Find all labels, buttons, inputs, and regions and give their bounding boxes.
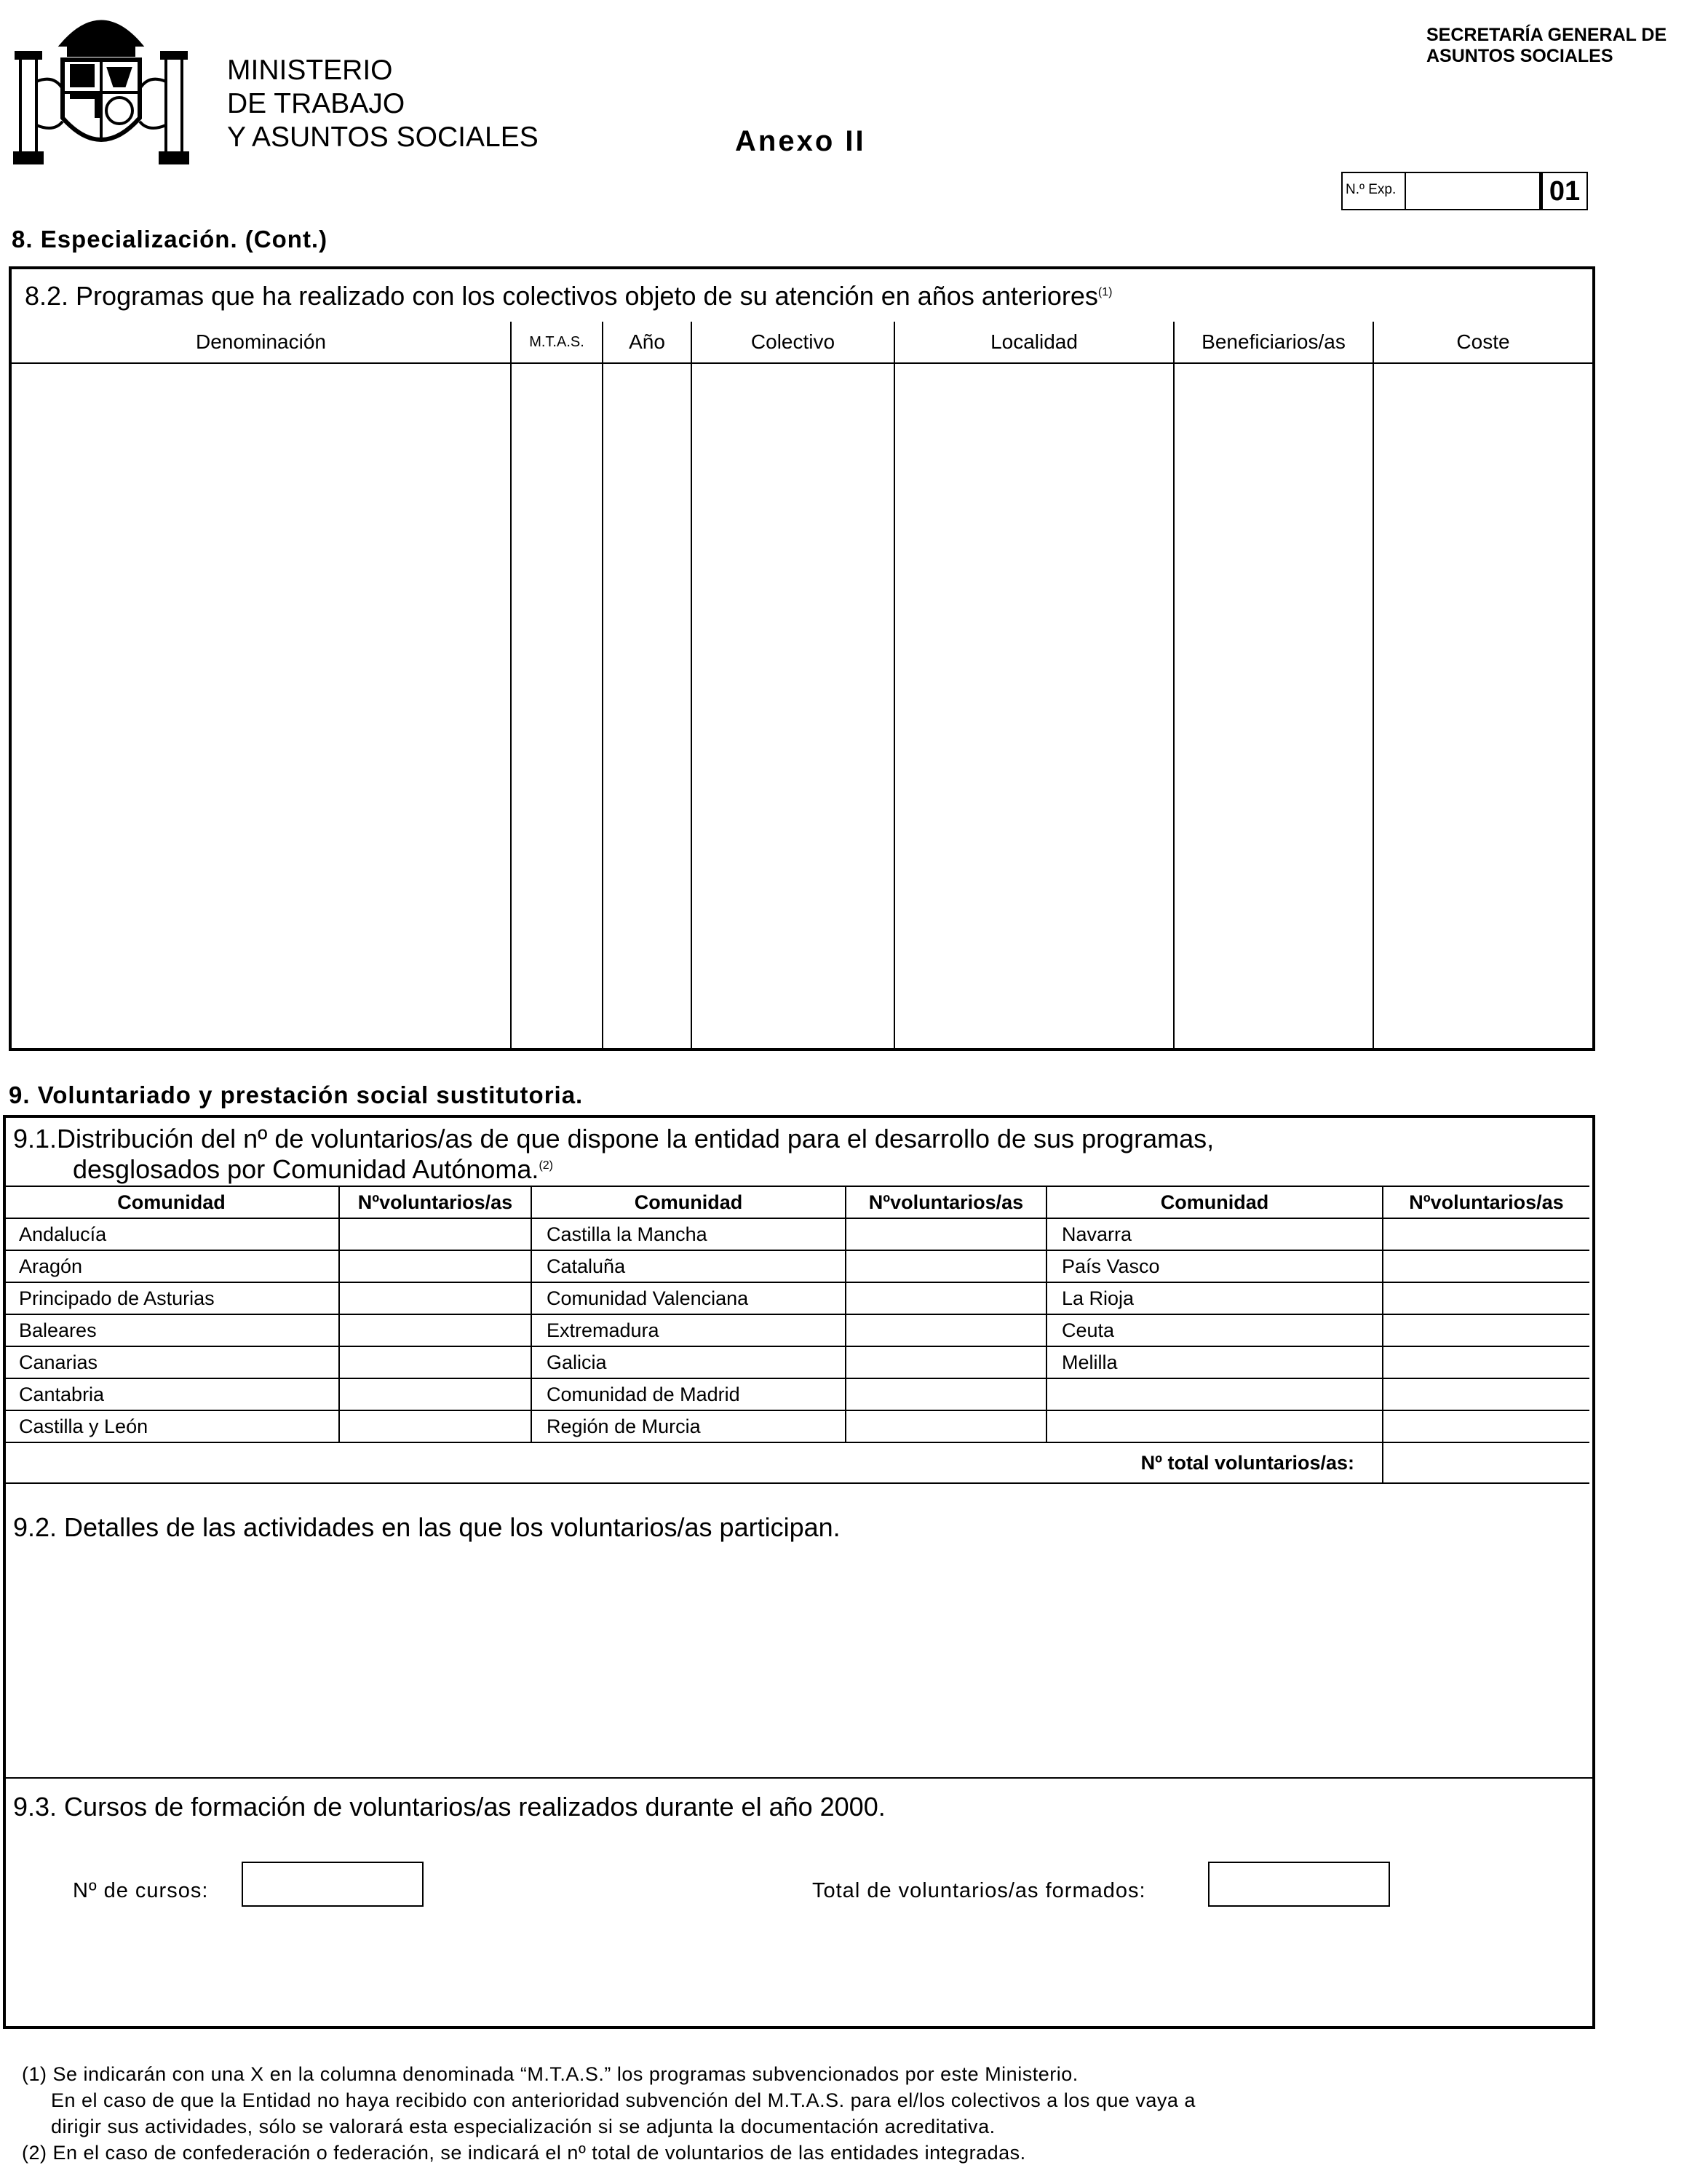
ministry-name xyxy=(227,54,539,154)
mtas-field[interactable] xyxy=(511,363,603,1048)
voluntarios-field[interactable] xyxy=(1383,1250,1589,1282)
comunidad-cell: Región de Murcia xyxy=(531,1410,846,1442)
cursos-input[interactable] xyxy=(242,1862,424,1907)
voluntarios-field[interactable] xyxy=(846,1250,1046,1282)
table-row xyxy=(4,1410,1589,1442)
comunidad-cell: Ceuta xyxy=(1046,1314,1383,1346)
comunidad-cell: Galicia xyxy=(531,1346,846,1378)
footnotes xyxy=(22,2061,1196,2166)
section-9-title: 9. Voluntariado y prestación social sustitutoria. xyxy=(9,1081,584,1108)
voluntarios-field[interactable] xyxy=(339,1346,531,1378)
secretaria-line-1: SECRETARÍA GENERAL DE xyxy=(1426,25,1667,45)
voluntarios-field[interactable] xyxy=(846,1218,1046,1250)
voluntarios-field[interactable] xyxy=(339,1410,531,1442)
subsection-9-1-text: desglosados por Comunidad Autónoma. xyxy=(73,1154,539,1184)
col-anio: Año xyxy=(603,322,691,363)
footnote-1-cont-1: En el caso de que la Entidad no haya recibido con anterioridad subvención del M.T.A.S. para el/los colectivos a los que vaya a xyxy=(22,2089,1196,2111)
localidad-field[interactable] xyxy=(894,363,1174,1048)
comunidad-cell: La Rioja xyxy=(1046,1282,1383,1314)
coste-field[interactable] xyxy=(1373,363,1592,1048)
comunidad-cell: Aragón xyxy=(4,1250,339,1282)
footnote-1: (1) Se indicarán con una X en la columna denominada “M.T.A.S.” los programas subvencionados por este Ministerio. xyxy=(22,2063,1079,2085)
annex-title: Anexo II xyxy=(735,125,866,157)
table-row xyxy=(4,1378,1589,1410)
col-voluntarios-1: Nºvoluntarios/as xyxy=(339,1186,531,1218)
voluntarios-field[interactable] xyxy=(846,1314,1046,1346)
col-comunidad-1: Comunidad xyxy=(4,1186,339,1218)
voluntarios-field[interactable] xyxy=(339,1314,531,1346)
coat-of-arms-logo xyxy=(10,1,192,175)
comunidad-cell: Comunidad de Madrid xyxy=(531,1378,846,1410)
voluntarios-field[interactable] xyxy=(339,1218,531,1250)
comunidad-cell: Baleares xyxy=(4,1314,339,1346)
cursos-label: Nº de cursos: xyxy=(73,1879,209,1902)
total-voluntarios-label: Nº total voluntarios/as: xyxy=(4,1442,1383,1483)
subsection-9-2-title: 9.2. Detalles de las actividades en las que los voluntarios/as participan. xyxy=(13,1512,841,1542)
comunidad-cell: Extremadura xyxy=(531,1314,846,1346)
comunidad-cell: Navarra xyxy=(1046,1218,1383,1250)
comunidad-cell: Andalucía xyxy=(4,1218,339,1250)
note-ref-2: (2) xyxy=(539,1159,553,1172)
col-voluntarios-3: Nºvoluntarios/as xyxy=(1383,1186,1589,1218)
beneficiarios-field[interactable] xyxy=(1174,363,1373,1048)
formados-label: Total de voluntarios/as formados: xyxy=(812,1879,1146,1902)
footnote-1-cont-2: dirigir sus actividades, sólo se valorará esta especialización si se adjunta la documentación acreditativa. xyxy=(22,2116,996,2137)
voluntarios-field[interactable] xyxy=(1383,1410,1589,1442)
comunidad-cell xyxy=(1046,1378,1383,1410)
programs-table-header xyxy=(12,322,1592,363)
ministry-line-1: MINISTERIO xyxy=(227,55,393,86)
comunidad-cell: Cantabria xyxy=(4,1378,339,1410)
anio-field[interactable] xyxy=(603,363,691,1048)
colectivo-field[interactable] xyxy=(691,363,894,1048)
table-row xyxy=(4,1314,1589,1346)
comunidad-cell: Canarias xyxy=(4,1346,339,1378)
programs-entry-row xyxy=(12,363,1592,1048)
voluntarios-field[interactable] xyxy=(1383,1218,1589,1250)
voluntarios-field[interactable] xyxy=(846,1346,1046,1378)
programs-table xyxy=(12,322,1592,1048)
comunidad-cell: Cataluña xyxy=(531,1250,846,1282)
activities-details-field[interactable] xyxy=(6,1550,1592,1776)
table-row xyxy=(4,1346,1589,1378)
col-coste: Coste xyxy=(1373,322,1592,363)
voluntarios-field[interactable] xyxy=(339,1282,531,1314)
voluntarios-field[interactable] xyxy=(339,1250,531,1282)
voluntarios-field[interactable] xyxy=(1383,1314,1589,1346)
total-row xyxy=(4,1442,1589,1483)
col-colectivo: Colectivo xyxy=(691,322,894,363)
ministry-line-2: DE TRABAJO xyxy=(227,88,405,119)
table-row xyxy=(4,1250,1589,1282)
exp-number: 01 xyxy=(1549,176,1581,207)
voluntarios-field[interactable] xyxy=(846,1282,1046,1314)
denominacion-field[interactable] xyxy=(12,363,511,1048)
subsection-8-2-title xyxy=(25,281,1112,311)
section-8-title: 8. Especialización. (Cont.) xyxy=(12,226,328,253)
table-row xyxy=(4,1282,1589,1314)
subsection-8-2-text: 8.2. Programas que ha realizado con los colectivos objeto de su atención en años anteriores xyxy=(25,281,1098,311)
exp-value-field[interactable] xyxy=(1406,173,1543,209)
ministry-line-3: Y ASUNTOS SOCIALES xyxy=(227,122,539,153)
note-ref-1: (1) xyxy=(1097,286,1113,298)
divider xyxy=(4,1777,1594,1779)
col-mtas: M.T.A.S. xyxy=(511,322,603,363)
comunidad-cell: Castilla y León xyxy=(4,1410,339,1442)
exp-label: N.º Exp. xyxy=(1343,173,1406,209)
voluntarios-field[interactable] xyxy=(1383,1346,1589,1378)
comunidad-cell: Principado de Asturias xyxy=(4,1282,339,1314)
total-voluntarios-field[interactable] xyxy=(1383,1442,1589,1483)
col-denominacion: Denominación xyxy=(12,322,511,363)
col-beneficiarios: Beneficiarios/as xyxy=(1174,322,1373,363)
voluntarios-field[interactable] xyxy=(846,1410,1046,1442)
comunidad-cell: Melilla xyxy=(1046,1346,1383,1378)
volunteers-table-header xyxy=(4,1186,1589,1218)
comunidad-cell xyxy=(1046,1410,1383,1442)
col-voluntarios-2: Nºvoluntarios/as xyxy=(846,1186,1046,1218)
subsection-9-1-title-line1: 9.1.Distribución del nº de voluntarios/as de que dispone la entidad para el desarrollo de sus programas, xyxy=(13,1124,1215,1153)
voluntarios-field[interactable] xyxy=(1383,1378,1589,1410)
col-comunidad-2: Comunidad xyxy=(531,1186,846,1218)
secretaria-name xyxy=(1426,25,1667,67)
comunidad-cell: Comunidad Valenciana xyxy=(531,1282,846,1314)
col-localidad: Localidad xyxy=(894,322,1174,363)
voluntarios-field[interactable] xyxy=(339,1378,531,1410)
voluntarios-field[interactable] xyxy=(1383,1282,1589,1314)
formados-input[interactable] xyxy=(1208,1862,1390,1907)
secretaria-line-2: ASUNTOS SOCIALES xyxy=(1426,46,1613,66)
col-comunidad-3: Comunidad xyxy=(1046,1186,1383,1218)
subsection-9-1-title-line2 xyxy=(73,1154,553,1185)
expedient-number-box xyxy=(1341,172,1588,210)
footnote-2: (2) En el caso de confederación o federación, se indicará el nº total de voluntarios de las entidades integradas. xyxy=(22,2142,1026,2164)
voluntarios-field[interactable] xyxy=(846,1378,1046,1410)
table-row xyxy=(4,1218,1589,1250)
subsection-9-3-title: 9.3. Cursos de formación de voluntarios/as realizados durante el año 2000. xyxy=(13,1792,886,1822)
comunidad-cell: Castilla la Mancha xyxy=(531,1218,846,1250)
volunteers-table xyxy=(4,1186,1589,1484)
comunidad-cell: País Vasco xyxy=(1046,1250,1383,1282)
